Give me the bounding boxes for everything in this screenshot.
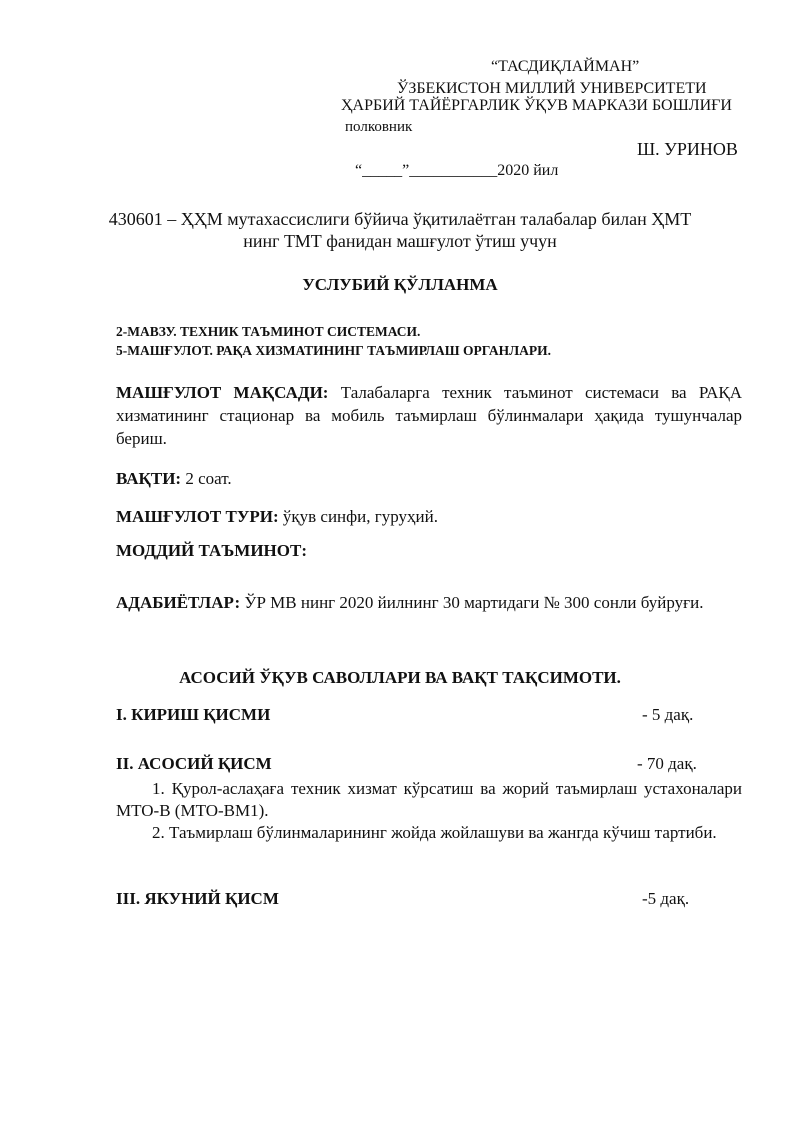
approval-heading: “ТАСДИҚЛАЙМАН” — [491, 58, 640, 75]
time-value: 2 соат. — [185, 469, 232, 488]
goal-paragraph — [116, 381, 742, 450]
approval-date: “_____”___________2020 йил — [355, 162, 559, 179]
approval-position: ҲАРБИЙ ТАЙЁРГАРЛИК ЎҚУВ МАРКАЗИ БОШЛИҒИ — [341, 97, 732, 114]
approval-rank: полковник — [345, 119, 413, 135]
time-line — [116, 469, 232, 489]
part-2-duration: - 70 дақ. — [637, 754, 697, 773]
material-line — [116, 541, 307, 561]
question-1: 1. Қурол-аслаҳаға техник хизмат кўрсатиш ва жорий таъмирлаш устахоналари МТО-В (МТО-ВМ1). — [116, 779, 742, 820]
goal-text: Талабаларга техник таъминот системаси ва РАҚА хизматининг стационар ва мобиль таъмирлаш бўлинмалари ҳақида тушунчалар бериш. — [116, 383, 742, 448]
part-1-title: I. КИРИШ ҚИСМИ — [116, 705, 271, 724]
topic-line-2: 5-МАШҒУЛОТ. РАҚА ХИЗМАТИНИНГ ТАЪМИРЛАШ ОРГАНЛАРИ. — [116, 343, 552, 358]
literature-label: АДАБИЁТЛАР: — [116, 593, 241, 612]
part-3-title: III. ЯКУНИЙ ҚИСМ — [116, 889, 279, 908]
approval-name: Ш. УРИНОВ — [637, 139, 738, 159]
part-3-duration: -5 дақ. — [642, 889, 690, 908]
literature-paragraph — [116, 591, 742, 614]
type-label: МАШҒУЛОТ ТУРИ: — [116, 507, 279, 526]
part-1-duration: - 5 дақ. — [642, 705, 694, 724]
document-title: УСЛУБИЙ ҚЎЛЛАНМА — [302, 275, 498, 294]
intro-line-1: 430601 – ҲҲМ мутахассислиги бўйича ўқитилаётган талабалар билан ҲМТ — [108, 209, 692, 229]
part-2-title: II. АСОСИЙ ҚИСМ — [116, 754, 272, 773]
question-2: 2. Таъмирлаш бўлинмаларининг жойда жойлашуви ва жангда кўчиш тартиби. — [152, 823, 717, 842]
type-value: ўқув синфи, гуруҳий. — [282, 507, 438, 526]
material-label: МОДДИЙ ТАЪМИНОТ: — [116, 541, 308, 560]
topic-line-1: 2-МАВЗУ. ТЕХНИК ТАЪМИНОТ СИСТЕМАСИ. — [116, 324, 421, 339]
type-line — [116, 507, 438, 527]
section-title: АСОСИЙ ЎҚУВ САВОЛЛАРИ ВА ВАҚТ ТАҚСИМОТИ. — [179, 668, 621, 687]
approval-university: ЎЗБЕКИСТОН МИЛЛИЙ УНИВЕРСИТЕТИ — [397, 80, 707, 97]
goal-label: МАШҒУЛОТ МАҚСАДИ: — [116, 383, 329, 402]
literature-text: ЎР МВ нинг 2020 йилнинг 30 мартидаги № 300 сонли буйруғи. — [244, 593, 704, 612]
time-label: ВАҚТИ: — [116, 469, 182, 488]
intro-line-2: нинг ТМТ фанидан машғулот ўтиш учун — [243, 231, 557, 251]
